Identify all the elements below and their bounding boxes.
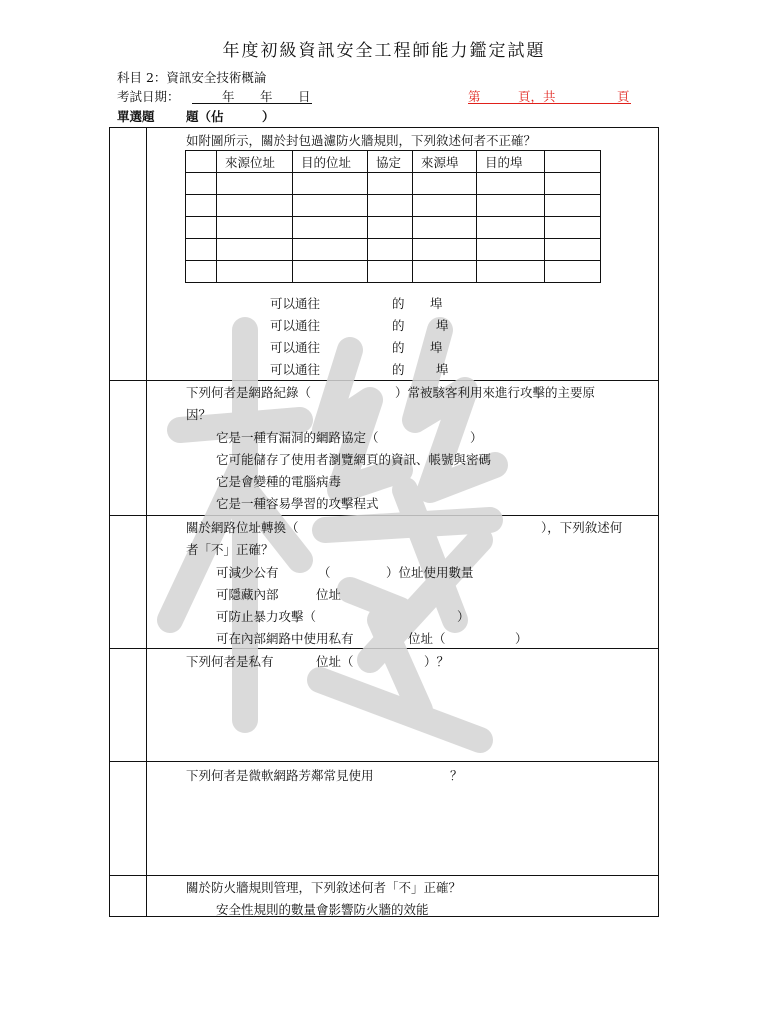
q1-option-3-b: 的 bbox=[392, 340, 405, 355]
q1-option-2-a: 可以通往 bbox=[270, 318, 321, 333]
q5-stem-a: 下列何者是微軟網路芳鄰常見使用 bbox=[186, 768, 374, 783]
table-row bbox=[186, 173, 601, 195]
subject-label: 科目 2：資訊安全技術概論 bbox=[117, 70, 267, 85]
q1-option-3-c: 埠 bbox=[430, 340, 443, 355]
q6-option-1: 安全性規則的數量會影響防火牆的效能 bbox=[216, 902, 429, 917]
q2-option-4: 它是一種容易學習的攻擊程式 bbox=[216, 496, 379, 511]
q3-option-1-c: ）位址使用數量 bbox=[386, 565, 474, 580]
q3-stem-end: ），下列敘述何 bbox=[541, 520, 623, 535]
exam-date-year: 年 bbox=[222, 89, 235, 104]
q3-option-4-b: 位址（ bbox=[408, 631, 446, 646]
row-divider bbox=[110, 515, 658, 516]
q1-option-2-c: 埠 bbox=[436, 318, 449, 333]
q2-stem-end: ）常被駭客利用來進行攻擊的主要原 bbox=[395, 385, 596, 400]
q2-option-1-close: ） bbox=[470, 430, 483, 445]
q2-stem-start: 下列何者是網路紀錄（ bbox=[186, 385, 312, 400]
q1-option-4-c: 埠 bbox=[436, 362, 449, 377]
q3-option-3-b: ） bbox=[457, 609, 470, 624]
firewall-rule-header-row bbox=[186, 151, 601, 173]
table-row bbox=[186, 195, 601, 217]
row-divider bbox=[110, 648, 658, 649]
q3-stem-line2: 者「不」正確？ bbox=[186, 542, 274, 557]
q2-stem-line2: 因？ bbox=[186, 407, 212, 422]
question-number-column-divider bbox=[146, 128, 147, 916]
header-destination-port: 目的埠 bbox=[477, 151, 545, 173]
table-row bbox=[186, 239, 601, 261]
q1-option-1-b: 的 bbox=[392, 296, 405, 311]
q2-option-3: 它是會變種的電腦病毒 bbox=[216, 474, 342, 489]
q2-option-2: 它可能儲存了使用者瀏覽網頁的資訊、帳號與密碼 bbox=[216, 452, 492, 467]
q3-option-1-a: 可減少公有 bbox=[216, 565, 279, 580]
page-title: 年度初級資訊安全工程師能力鑑定試題 bbox=[222, 41, 546, 61]
q3-option-3-a: 可防止暴力攻擊（ bbox=[216, 609, 317, 624]
page-info-ye: 頁 bbox=[617, 89, 630, 104]
q1-option-4-a: 可以通往 bbox=[270, 362, 321, 377]
q3-option-2-a: 可隱藏內部 bbox=[216, 587, 279, 602]
header-source-address: 來源位址 bbox=[217, 151, 293, 173]
exam-date-underline bbox=[192, 103, 312, 104]
q1-option-1-a: 可以通往 bbox=[270, 296, 321, 311]
q4-stem-a: 下列何者是私有 bbox=[186, 654, 274, 669]
q2-option-1: 它是一種有漏洞的網路協定（ bbox=[216, 430, 379, 445]
page-info-ye-gong: 頁，共 bbox=[518, 89, 556, 104]
q3-option-1-b: （ bbox=[318, 565, 331, 580]
exam-date-month: 年 bbox=[260, 89, 273, 104]
q6-stem: 關於防火牆規則管理，下列敘述何者「不」正確？ bbox=[186, 880, 462, 895]
exam-date-day: 日 bbox=[298, 89, 311, 104]
header-cell bbox=[186, 151, 217, 173]
q3-option-2-b: 位址 bbox=[316, 587, 342, 602]
page-info-di: 第 bbox=[468, 89, 481, 104]
section-label: 單選題 bbox=[117, 109, 155, 124]
q3-option-4-a: 可在內部網路中使用私有 bbox=[216, 631, 354, 646]
q3-stem-start: 關於網路位址轉換（ bbox=[186, 520, 299, 535]
q1-stem: 如附圖所示，關於封包過濾防火牆規則，下列敘述何者不正確？ bbox=[186, 133, 537, 148]
section-close: ） bbox=[262, 109, 275, 124]
q1-option-3-a: 可以通往 bbox=[270, 340, 321, 355]
q3-option-4-c: ） bbox=[515, 631, 528, 646]
header-cell bbox=[545, 151, 601, 173]
q5-stem-b: ？ bbox=[450, 768, 463, 783]
table-row bbox=[186, 261, 601, 283]
header-source-port: 來源埠 bbox=[413, 151, 477, 173]
row-divider bbox=[110, 761, 658, 762]
q1-option-4-b: 的 bbox=[392, 362, 405, 377]
q1-option-1-c: 埠 bbox=[430, 296, 443, 311]
table-row bbox=[186, 217, 601, 239]
row-divider bbox=[110, 875, 658, 876]
header-protocol: 協定 bbox=[368, 151, 413, 173]
exam-date-label: 考試日期： bbox=[117, 89, 180, 104]
q4-stem-c: ）？ bbox=[424, 654, 450, 669]
header-destination-address: 目的位址 bbox=[293, 151, 368, 173]
q1-option-2-b: 的 bbox=[392, 318, 405, 333]
row-divider bbox=[110, 380, 658, 381]
section-suffix: 題（佔 bbox=[186, 109, 224, 124]
q4-stem-b: 位址（ bbox=[316, 654, 354, 669]
firewall-rule-table bbox=[185, 150, 601, 283]
